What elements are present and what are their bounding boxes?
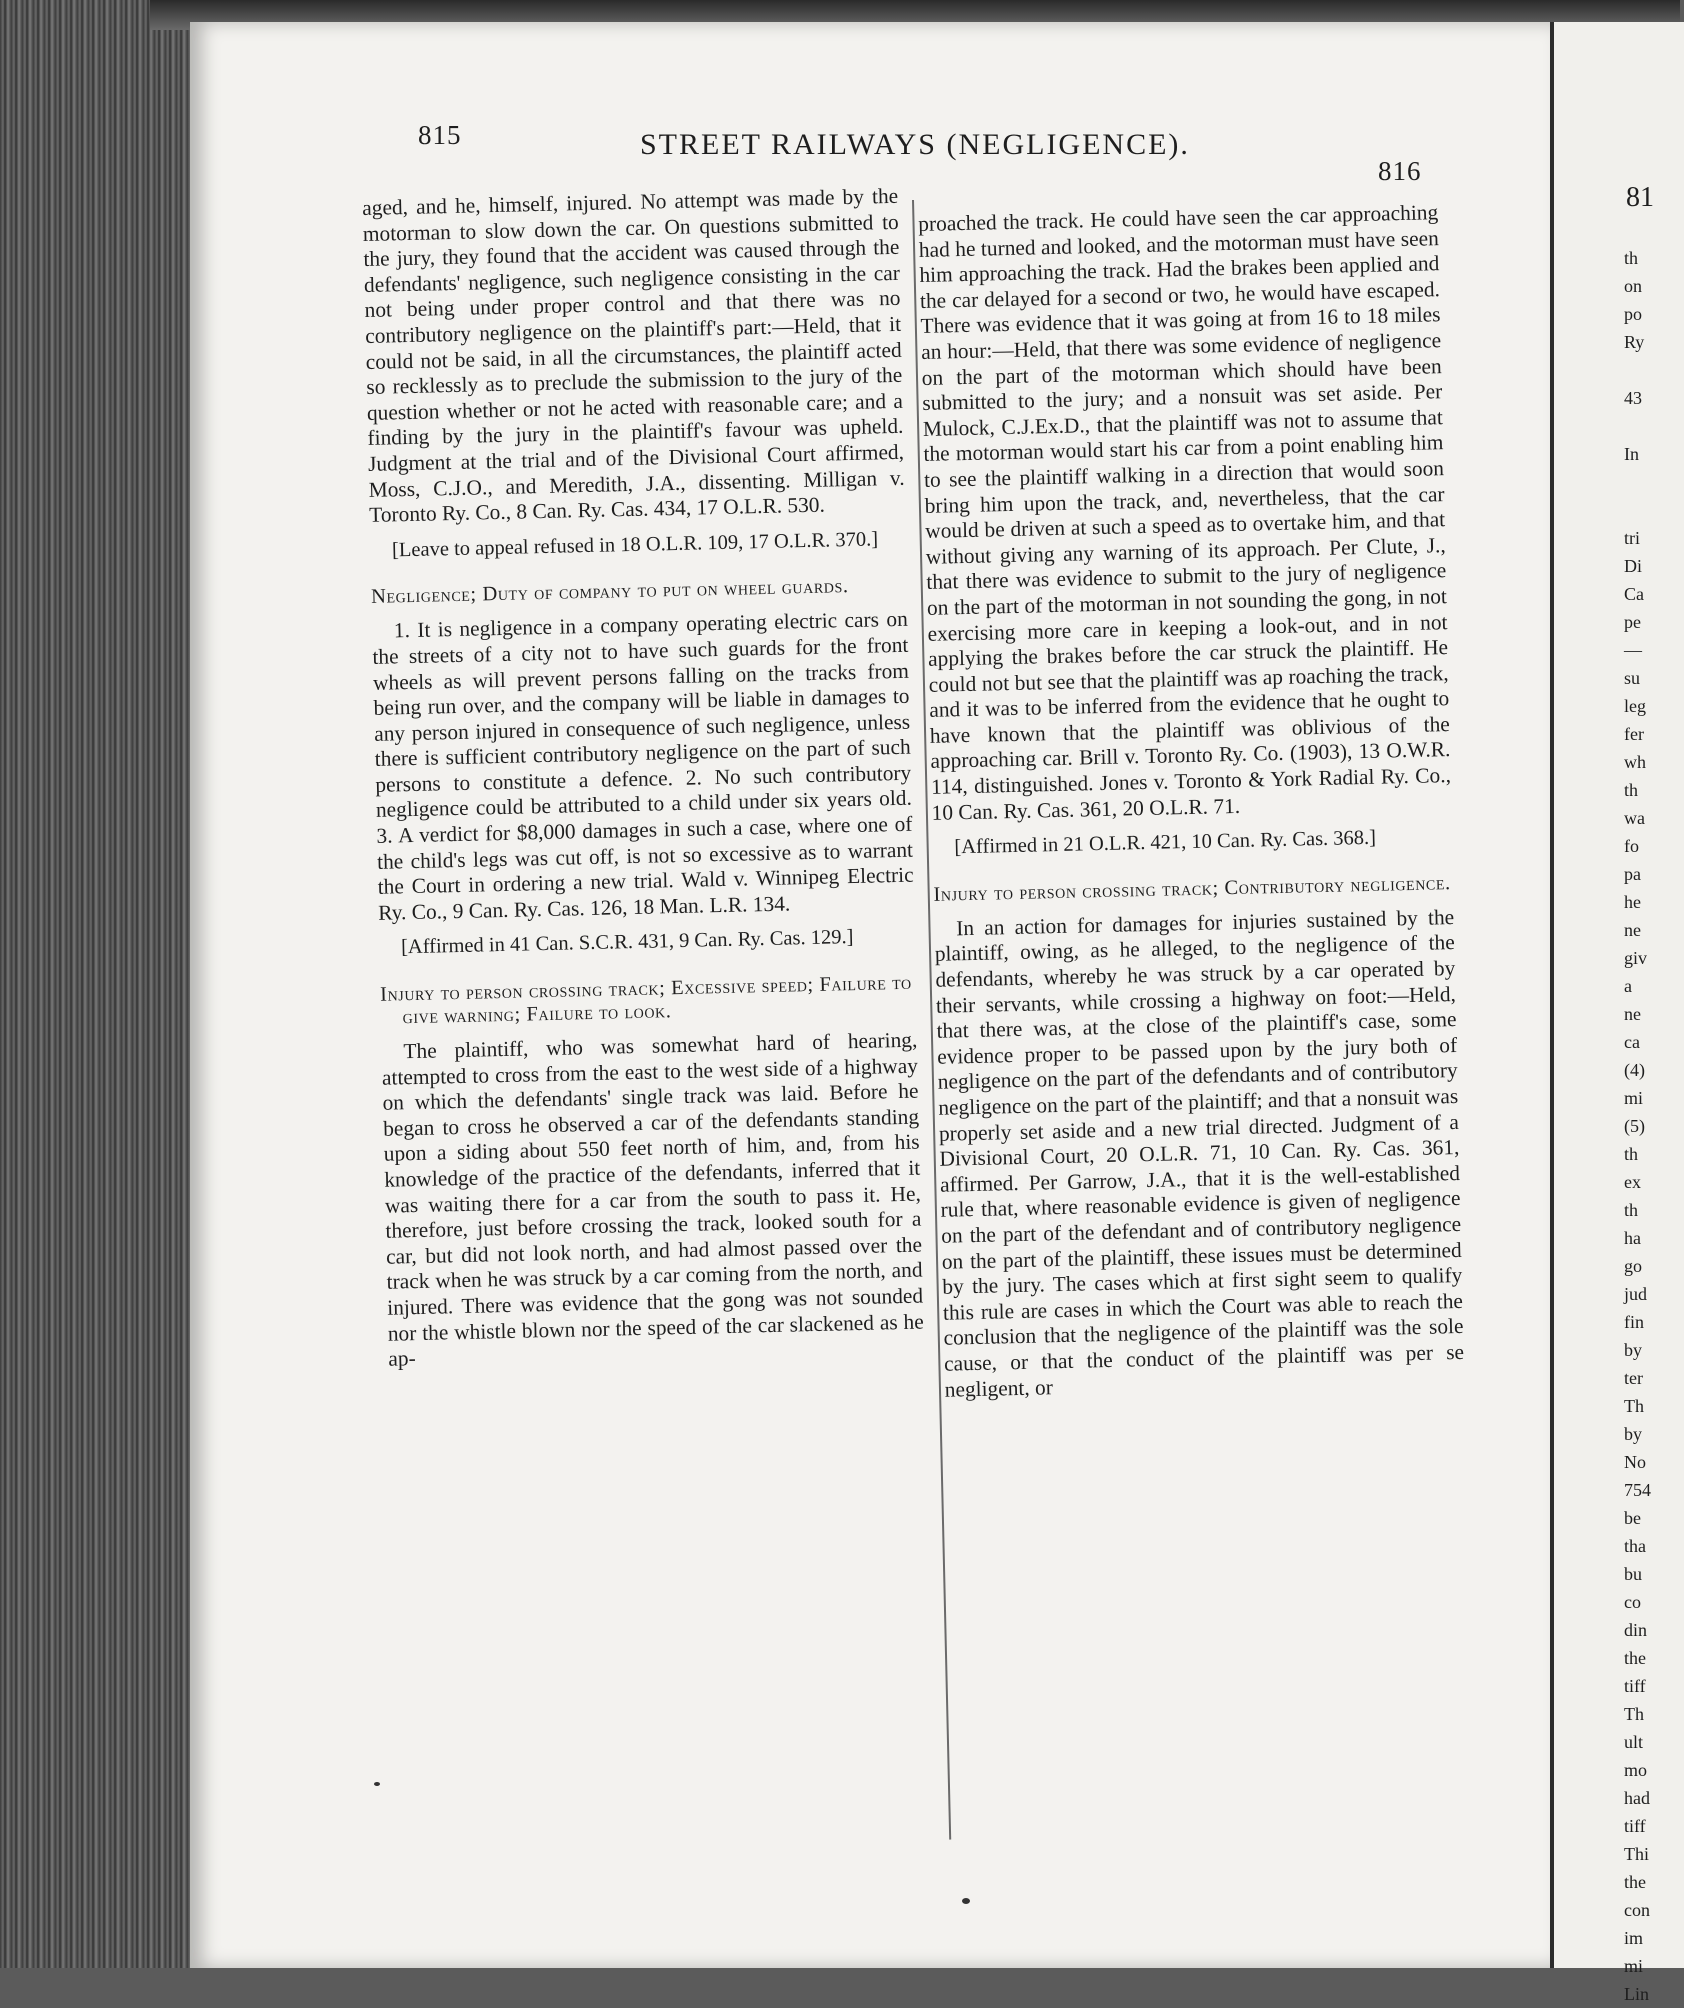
left-appeal-note: [Leave to appeal refused in 18 O.L.R. 109, 17 O.L.R. 370.]	[391, 528, 879, 562]
next-page-fragment-line: Ry	[1624, 332, 1645, 352]
right-opening-paragraph: proached the track. He could have seen the car approaching had he turned and looked, and the motorman must have seen him approaching the track. Had the brakes been applied and the car delayed for a second or two, he would have escaped. There was evidence that it was going at from 16 to 18 miles an hour:—Held, that there was some evidence of negligence on the part of the motorman which should have been submitted to the jury; and a nonsuit was set aside. Per Mulock, C.J.Ex.D., that the plaintiff was not to assume that the motorman would start his car from a point enabling him to see the plaintiff walking in a direction that would soon bring him upon the track, and, nevertheless, that the car would be driven at such a speed as to overtake him, and that without giving any warning of its approach. Per Clute, J., that there was evidence to submit to the jury of negligence on the part of the motorman in not sounding the gong, in not exercising more care in keeping a look-out, and in not applying the brakes before the car struck the plaintiff. He could not but see that the plaintiff was ap roaching the track, and it was to be inferred from the evidence that he ought to have known that the plaintiff was oblivious of the approaching car. Brill v. Toronto Ry. Co. (1903), 13 O.W.R. 114, distinguished. Jones v. Toronto & York Radial Ry. Co., 10 Can. Ry. Cas. 361, 20 O.L.R. 71.	[918, 200, 1452, 825]
next-page-fragment-line: ex	[1624, 1172, 1641, 1192]
next-page-fragment-line: Th	[1624, 1396, 1644, 1416]
next-page-fragment-line: ter	[1624, 1368, 1643, 1388]
next-page-fragment-line: mi	[1624, 1088, 1644, 1108]
next-page-fragment-line: th	[1624, 248, 1639, 268]
right-affirmed-note: [Affirmed in 21 O.L.R. 421, 10 Can. Ry. Cas. 368.]	[954, 827, 1377, 859]
next-page-fragment-line: a	[1624, 976, 1632, 996]
next-page-fragment-line: th	[1624, 780, 1639, 800]
next-page-fragment-line: by	[1624, 1424, 1642, 1444]
next-page-fragment-line: bu	[1624, 1564, 1642, 1584]
print-speck	[374, 1782, 380, 1786]
paragraph-wheel-guards: 1. It is negligence in a company operating electric cars on the streets of a city not to have such guards for the front wheels as will prevent persons falling on the tracks from being run over, and the company will be liable in damages to any person injured in consequence of such negligence, unless there is sufficient contributory negligence on the part of such persons to constitute a defence. 2. No such contributory negligence could be attributed to a child under six years old. 3. A verdict for $8,000 damages in such a case, where one of the child's legs was cut off, is not so excessive as to warrant the Court in ordering a new trial. Wald v. Winnipeg Electric Ry. Co., 9 Can. Ry. Cas. 126, 18 Man. L.R. 134.	[372, 607, 914, 925]
next-page-fragment-line: ult	[1624, 1732, 1644, 1752]
next-page-fragment-line	[1624, 412, 1651, 440]
next-page-fragment-line: tiff	[1624, 1816, 1646, 1836]
next-page-fragment-line: con	[1624, 1900, 1650, 1920]
next-page-fragment-line: co	[1624, 1592, 1641, 1612]
next-page-fragment-line: on	[1624, 276, 1642, 296]
next-page-fragment-line: No	[1624, 1452, 1646, 1472]
next-page-fragment-line: 43	[1624, 388, 1642, 408]
left-page-number: 815	[418, 120, 462, 150]
next-page-fragment-line: he	[1624, 892, 1641, 912]
next-page-fragment-line: Ca	[1624, 584, 1644, 604]
next-page-fragment-line: Lin	[1624, 1984, 1649, 2004]
next-page-fragment-line: fer	[1624, 724, 1644, 744]
next-page-fragment-line	[1624, 356, 1651, 384]
next-page-fragment-line: su	[1624, 668, 1641, 688]
next-page-fragment-line: giv	[1624, 948, 1648, 968]
left-text-column	[362, 184, 925, 1373]
next-page-fragment-line: Di	[1624, 556, 1642, 576]
next-page-fragment-line: tiff	[1624, 1676, 1646, 1696]
next-page-fragment-line: th	[1624, 1200, 1639, 1220]
next-page-fragment-line: pe	[1624, 612, 1641, 632]
next-page-fragment-line: leg	[1624, 696, 1646, 716]
next-page-fragment-line: po	[1624, 304, 1642, 324]
print-speck	[962, 1898, 970, 1904]
next-page-fragment-line: wa	[1624, 808, 1645, 828]
running-head-title: STREET RAILWAYS (NEGLIGENCE).	[640, 128, 1190, 161]
left-opening-paragraph: aged, and he, himself, injured. No attempt was made by the motorman to slow down the car. On questions submitted to the jury, they found that the accident was caused through the defendants' negligence, such negligence consisting in the car not being under proper control and that there was no contributory negligence on the plaintiff's part:—Held, that it could not be said, in all the circumstances, the plaintiff acted so recklessly as to preclude the submission to the jury of the question whether or not he acted with reasonable care; and a finding by the jury in the plaintiff's favour was upheld. Judgment at the trial and of the Divisional Court affirmed, Moss, C.J.O., and Meredith, J.A., dissenting. Milligan v. Toronto Ry. Co., 8 Can. Ry. Cas. 434, 17 O.L.R. 530.	[362, 183, 905, 528]
next-page-fragment-line: jud	[1624, 1284, 1648, 1304]
next-page-fragment-line: the	[1624, 1872, 1646, 1892]
next-page-fragment-line: In	[1624, 444, 1639, 464]
next-page-fragment-line: Thi	[1624, 1844, 1649, 1864]
next-page-fragment-line: by	[1624, 1340, 1642, 1360]
next-page-fragment-line: pa	[1624, 864, 1641, 884]
next-page-fragment-line: ha	[1624, 1228, 1641, 1248]
book-page-edges	[0, 0, 200, 1968]
next-page-fragment-line	[1624, 496, 1651, 524]
right-page-number: 816	[1378, 156, 1422, 186]
next-page-fragment-line: mi	[1624, 1956, 1644, 1976]
paragraph-contributory-negligence: In an action for damages for injuries sustained by the plaintiff, owing, as he alleged, to the negligence of the defendants, whereby he was struck by a car operated by their servants, while crossing a highway on foot:—Held, that there was, at the close of the plaintiff's case, some evidence proper to be passed upon by the jury both of negligence on the part of the defendants and of contributory negligence on the part of the plaintiff; and that a nonsuit was properly set aside and a new trial directed. Judgment of a Divisional Court, 20 O.L.R. 71, 10 Can. Ry. Cas. 361, affirmed. Per Garrow, J.A., that it is the well-established rule that, where reasonable evidence is given of negligence on the part of the defendant and of contributory negligence on the part of the plaintiff, these issues must be determined by the jury. The cases which at first sight seem to qualify this rule are cases in which the Court was able to reach the conclusion that the negligence of the plaintiff was the sole cause, or that the conduct of the plaintiff was per se negligent, or	[934, 904, 1465, 1402]
next-page-fragment-line: wh	[1624, 752, 1646, 772]
next-page-fragment-line: ne	[1624, 920, 1641, 940]
next-page-fragment-line: go	[1624, 1256, 1642, 1276]
next-page-fragment-line: th	[1624, 1144, 1639, 1164]
next-page-fragment-line: Th	[1624, 1704, 1644, 1724]
next-page-fragment-line	[1624, 468, 1651, 496]
next-page-fragment-line: (5)	[1624, 1116, 1645, 1136]
next-page-fragment-line: the	[1624, 1648, 1646, 1668]
left-affirmed-note: [Affirmed in 41 Can. S.C.R. 431, 9 Can. Ry. Cas. 129.]	[400, 926, 854, 959]
next-page-fragment-line: fo	[1624, 836, 1639, 856]
next-page-number: 81	[1626, 182, 1654, 213]
next-page-fragment-line: ca	[1624, 1032, 1640, 1052]
next-page-fragment-line: tri	[1624, 528, 1640, 548]
next-page-fragment-line: had	[1624, 1788, 1650, 1808]
section-heading-excessive-speed: Injury to person crossing track; Excessive speed; Failure to give warning; Failure to look.	[379, 971, 912, 1029]
next-page-fragment-line: (4)	[1624, 1060, 1645, 1080]
next-page-fragment-line: im	[1624, 1928, 1644, 1948]
section-heading-wheel-guards: Negligence; Duty of company to put on wheel guards.	[370, 575, 849, 609]
right-text-column	[918, 200, 1465, 1403]
next-page-fragment-line: be	[1624, 1508, 1641, 1528]
paragraph-hard-of-hearing: The plaintiff, who was somewhat hard of hearing, attempted to cross from the east to the west side of a highway on which the defendants' single track was laid. Before he began to cross he observed a car of the defendants standing upon a siding about 550 feet north of him, and, from his knowledge of the practice of the defendants, inferred that it was waiting there for a car from the south to pass it. He, therefore, just before crossing the track, looked south for a car, but did not look north, and had almost passed over the track when he was struck by a car coming from the north, and injured. There was evidence that the gong was not sounded nor the whistle blown nor the speed of the car slackened as he ap-	[381, 1027, 924, 1371]
next-page-fragment-line: fin	[1624, 1312, 1644, 1332]
next-page-fragment-line: mo	[1624, 1760, 1648, 1780]
section-heading-contributory-negligence: Injury to person crossing track; Contributory negligence.	[933, 871, 1451, 906]
next-page-fragment-line: —	[1624, 640, 1642, 660]
next-page-fragment-line: 754	[1624, 1480, 1651, 1500]
next-page-fragment-line: ne	[1624, 1004, 1641, 1024]
next-page-text-fragments	[1624, 244, 1651, 2008]
next-page-fragment	[1550, 22, 1684, 2004]
next-page-fragment-line: din	[1624, 1620, 1648, 1640]
next-page-fragment-line: tha	[1624, 1536, 1646, 1556]
